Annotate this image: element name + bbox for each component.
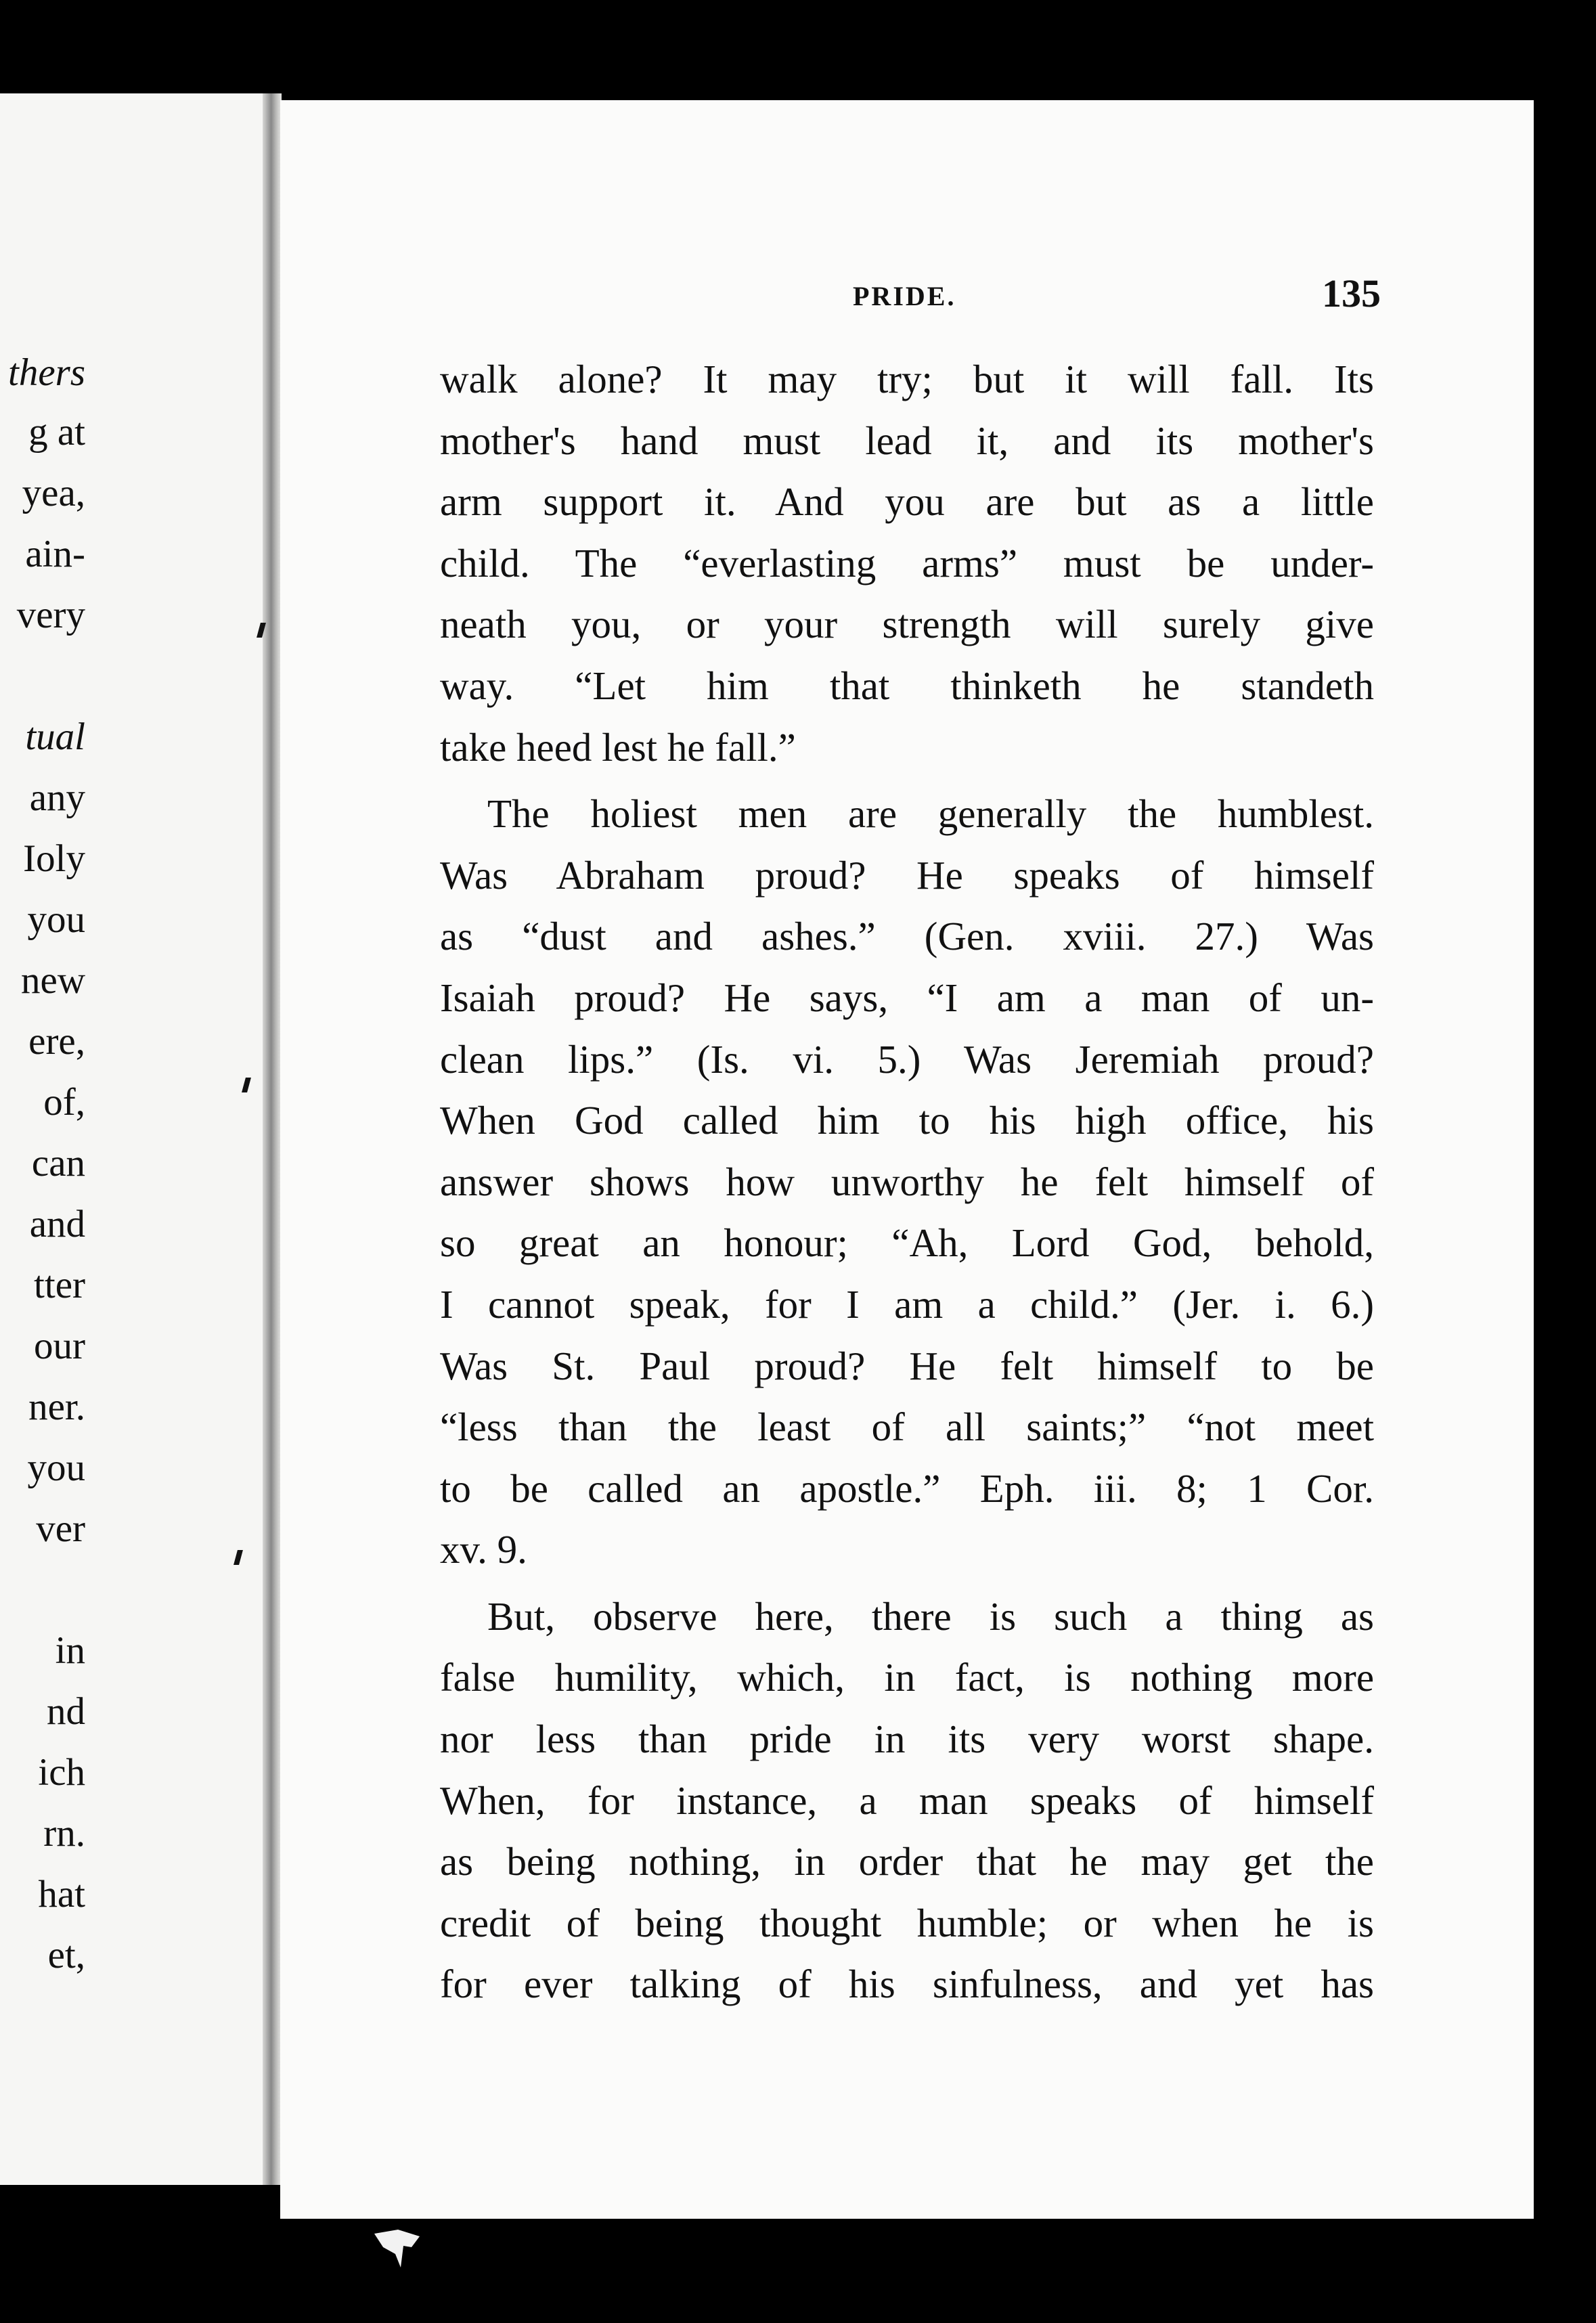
text-line: for ever talking of his sinfulness, and yet has bbox=[440, 1962, 1374, 2007]
left-fragment: can bbox=[31, 1142, 85, 1185]
text-line: neath you, or your strength will surely give bbox=[440, 602, 1374, 647]
left-fragment: ain- bbox=[25, 533, 85, 575]
left-fragment: ner. bbox=[28, 1386, 85, 1428]
text-line: to be called an apostle.” Eph. iii. 8; 1 Cor. bbox=[440, 1465, 1374, 1511]
text-line: xv. 9. bbox=[440, 1527, 527, 1572]
left-fragment: hat bbox=[38, 1873, 85, 1916]
running-head: PRIDE. bbox=[853, 281, 956, 311]
left-fragment: g at bbox=[28, 411, 85, 453]
left-fragment: nd bbox=[47, 1690, 85, 1733]
left-fragment: yea, bbox=[22, 472, 85, 514]
text-line: Isaiah proud? He says, “I am a man of un- bbox=[440, 975, 1374, 1020]
text-line: “less than the least of all saints;” “not meet bbox=[440, 1404, 1374, 1450]
text-line: walk alone? It may try; but it will fall. Its bbox=[440, 357, 1374, 401]
text-line: mother's hand must lead it, and its mother's bbox=[440, 418, 1374, 463]
book-gutter bbox=[263, 93, 282, 2185]
text-line: nor less than pride in its very worst shape. bbox=[440, 1717, 1374, 1762]
text-line: Was St. Paul proud? He felt himself to be bbox=[440, 1343, 1374, 1388]
text-line: take heed lest he fall.” bbox=[440, 724, 796, 770]
left-fragment: any bbox=[29, 776, 85, 819]
left-fragment: Ioly bbox=[23, 837, 85, 880]
page-number: 135 bbox=[1322, 271, 1381, 315]
text-line: clean lips.” (Is. vi. 5.) Was Jeremiah proud? bbox=[440, 1036, 1374, 1082]
left-fragment: of, bbox=[43, 1081, 85, 1124]
text-line: way. “Let him that thinketh he standeth bbox=[440, 663, 1374, 708]
left-fragment: thers bbox=[8, 351, 85, 394]
left-fragment: you bbox=[27, 1446, 85, 1489]
text-line: false humility, which, in fact, is nothing more bbox=[440, 1655, 1374, 1700]
left-fragment: you bbox=[27, 898, 85, 941]
text-line: arm support it. And you are but as a little bbox=[440, 479, 1374, 525]
left-fragment: rn. bbox=[43, 1812, 85, 1855]
paper-speck bbox=[371, 2227, 425, 2274]
left-fragment: very bbox=[16, 594, 85, 636]
left-fragment: et, bbox=[47, 1934, 85, 1976]
text-line: as being nothing, in order that he may get the bbox=[440, 1839, 1374, 1884]
left-fragment: our bbox=[34, 1325, 85, 1367]
left-fragment: ich bbox=[38, 1751, 85, 1794]
text-line: answer shows how unworthy he felt himself of bbox=[440, 1159, 1374, 1204]
text-line: so great an honour; “Ah, Lord God, behold, bbox=[440, 1220, 1374, 1266]
text-line: But, observe here, there is such a thing as bbox=[487, 1593, 1374, 1639]
text-line: child. The “everlasting arms” must be under- bbox=[440, 540, 1374, 585]
left-fragment: tual bbox=[25, 715, 85, 758]
text-line: as “dust and ashes.” (Gen. xviii. 27.) Was bbox=[440, 914, 1374, 959]
text-line: When, for instance, a man speaks of himself bbox=[440, 1777, 1374, 1823]
left-fragment: and bbox=[29, 1203, 85, 1245]
text-line: I cannot speak, for I am a child.” (Jer. i. 6.) bbox=[440, 1281, 1374, 1327]
left-fragment: ere, bbox=[28, 1020, 85, 1063]
left-fragment: tter bbox=[34, 1264, 85, 1306]
left-fragment: new bbox=[21, 959, 85, 1002]
text-line: Was Abraham proud? He speaks of himself bbox=[440, 852, 1374, 898]
text-line: The holiest men are generally the humblest. bbox=[487, 791, 1374, 837]
body-text bbox=[440, 349, 1374, 2015]
text-line: credit of being thought humble; or when he is bbox=[440, 1900, 1374, 1945]
left-page bbox=[0, 93, 272, 2185]
left-fragment: in bbox=[55, 1629, 85, 1672]
text-line: When God called him to his high office, his bbox=[440, 1098, 1374, 1143]
left-fragment: ver bbox=[36, 1507, 85, 1550]
